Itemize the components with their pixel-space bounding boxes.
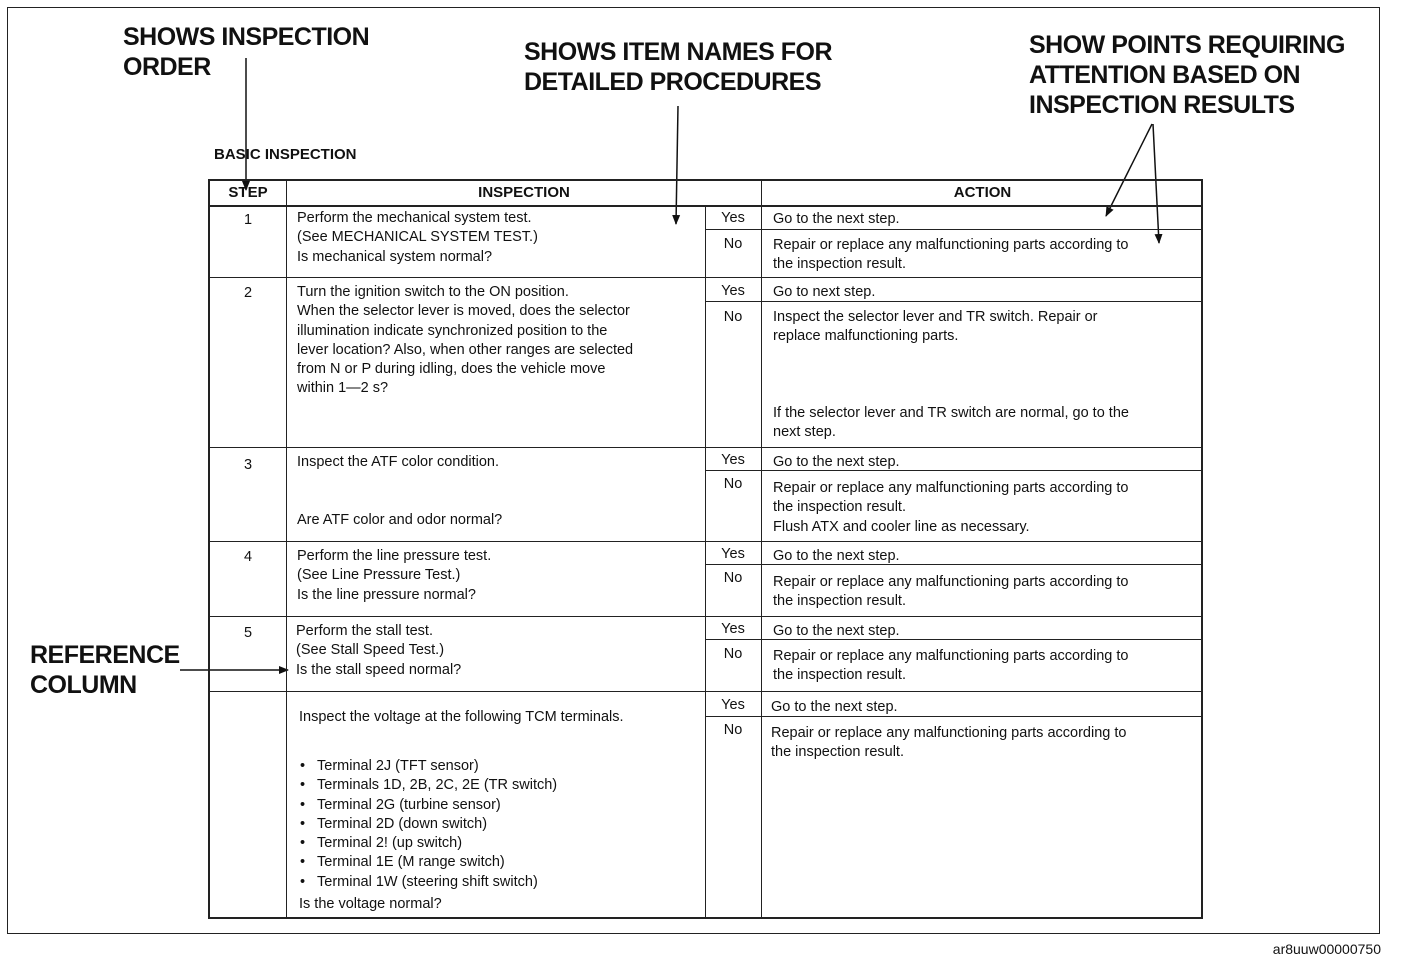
step-number: 1 <box>243 212 253 228</box>
inspection-text: Turn the ignition switch to the ON position. When the selector lever is moved, does the selector illumination indicate synchronized position to the lever location? Also, when other ranges are selected from N or P during idling, does the vehicle move within 1—2 s? <box>297 284 634 397</box>
step-number: 4 <box>243 549 253 565</box>
terminal-item: • Terminal 1W (steering shift switch) <box>299 873 557 892</box>
callout-item-names: SHOWS ITEM NAMES FOR DETAILED PROCEDURES <box>524 38 833 96</box>
callout-reference-column: REFERENCE COLUMN <box>30 641 180 699</box>
no-action: Repair or replace any malfunctioning parts according to the inspection result. <box>771 725 1127 761</box>
yes-label: Yes <box>721 452 745 468</box>
terminal-item: • Terminal 1E (M range switch) <box>299 853 557 872</box>
no-label: No <box>723 570 743 586</box>
callout-points-attention: SHOW POINTS REQUIRING ATTENTION BASED ON INSPECTION RESULTS <box>1029 31 1345 119</box>
row-separator <box>210 616 1201 617</box>
terminal-item: • Terminal 2J (TFT sensor) <box>299 757 557 776</box>
image-id: ar8uuw00000750 <box>1272 941 1381 957</box>
step-number: 3 <box>243 457 253 473</box>
no-action: Inspect the selector lever and TR switch. Repair or replace malfunctioning parts. <box>773 309 1098 345</box>
yes-action: Go to the next step. <box>773 548 900 564</box>
yes-action: Go to next step. <box>773 284 876 300</box>
table-caption: BASIC INSPECTION <box>214 146 357 163</box>
inspection-text: Perform the mechanical system test. (See MECHANICAL SYSTEM TEST.) Is mechanical system normal? <box>297 210 538 265</box>
terminal-item: • Terminal 2! (up switch) <box>299 834 557 853</box>
inspection-question: Are ATF color and odor normal? <box>297 512 503 528</box>
yes-label: Yes <box>721 697 745 713</box>
no-action: Repair or replace any malfunctioning parts according to the inspection result. <box>773 648 1129 684</box>
column-divider-step <box>286 181 287 917</box>
inspection-text: Perform the stall test. (See Stall Speed Test.) Is the stall speed normal? <box>296 623 462 678</box>
row-separator <box>210 277 1201 278</box>
step-number: 5 <box>243 625 253 641</box>
no-label: No <box>723 309 743 325</box>
no-action: Repair or replace any malfunctioning parts according to the inspection result. Flush ATX and cooler line as necessary. <box>773 480 1129 535</box>
terminal-item: • Terminal 2D (down switch) <box>299 815 557 834</box>
header-action: ACTION <box>953 184 1012 201</box>
header-step: STEP <box>228 184 268 201</box>
no-action: Repair or replace any malfunctioning parts according to the inspection result. <box>773 237 1129 273</box>
no-label: No <box>723 722 743 738</box>
step-number: 2 <box>243 285 253 301</box>
yes-action: Go to the next step. <box>773 454 900 470</box>
yes-action: Go to the next step. <box>773 211 900 227</box>
no-action-extra: If the selector lever and TR switch are normal, go to the next step. <box>773 405 1129 441</box>
header-separator <box>210 205 1201 207</box>
inspection-text: Inspect the ATF color condition. <box>297 454 500 470</box>
callout-inspection-order: SHOWS INSPECTION ORDER <box>123 23 370 81</box>
inspection-question: Is the voltage normal? <box>299 896 442 912</box>
no-action: Repair or replace any malfunctioning parts according to the inspection result. <box>773 574 1129 610</box>
inspection-table <box>208 179 1203 919</box>
yes-label: Yes <box>721 546 745 562</box>
yes-action: Go to the next step. <box>771 699 898 715</box>
no-label: No <box>723 236 743 252</box>
yes-action: Go to the next step. <box>773 623 900 639</box>
yes-label: Yes <box>721 283 745 299</box>
terminal-list <box>299 757 557 892</box>
inspection-text: Inspect the voltage at the following TCM terminals. <box>299 709 624 725</box>
row-separator <box>210 691 1201 692</box>
yes-label: Yes <box>721 210 745 226</box>
row-separator <box>210 447 1201 448</box>
no-label: No <box>723 646 743 662</box>
header-inspection: INSPECTION <box>478 184 570 201</box>
inspection-text: Perform the line pressure test. (See Line Pressure Test.) Is the line pressure normal? <box>297 548 492 603</box>
no-label: No <box>723 476 743 492</box>
yes-label: Yes <box>721 621 745 637</box>
row-separator <box>210 541 1201 542</box>
terminal-item: • Terminals 1D, 2B, 2C, 2E (TR switch) <box>299 776 557 795</box>
terminal-item: • Terminal 2G (turbine sensor) <box>299 796 557 815</box>
column-divider-action <box>761 181 762 917</box>
